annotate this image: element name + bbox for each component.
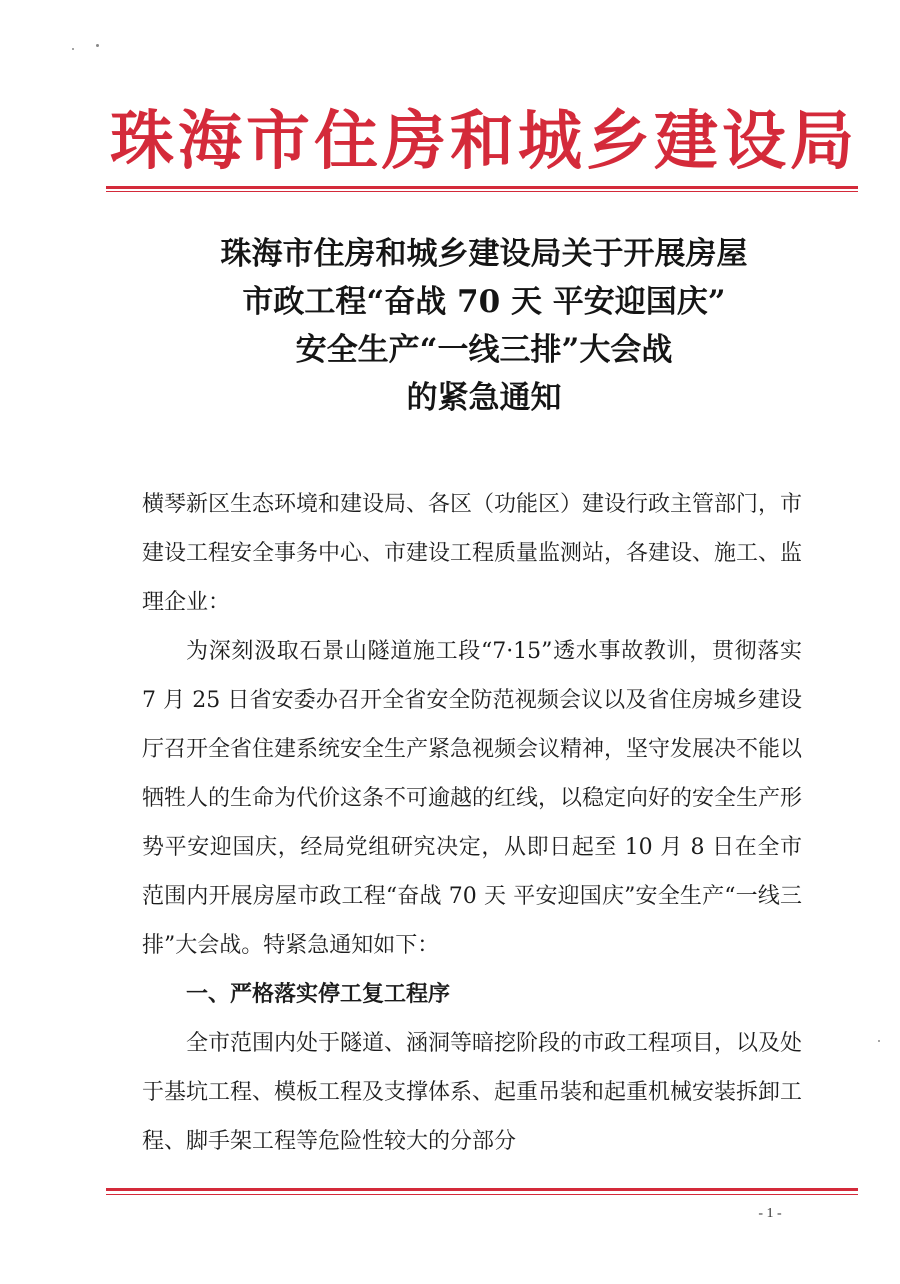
notice-body	[142, 480, 802, 1166]
title-line: 安全生产“一线三排”大会战	[295, 332, 673, 368]
scan-speck	[96, 44, 99, 47]
masthead-title: 珠海市住房和城乡建设局	[110, 104, 858, 179]
title-line: 的紧急通知	[406, 380, 562, 416]
intro-paragraph: 为深刻汲取石景山隧道施工段“7·15”透水事故教训，贯彻落实 7 月 25 日省安委办召开全省安全防范视频会议以及省住房城乡建设厅召开全省住建系统安全生产紧急视频会议精神，坚守发展决不能以牺牲人的生命为代价这条不可逾越的红线，以稳定向好的安全生产形势平安迎国庆，经局党组研究决定，从即日起至 10 月 8 日在全市范围内开展房屋市政工程“奋战 70 天 平安迎国庆”安全生产“一线三排”大会战。特紧急通知如下：	[142, 639, 803, 958]
section-heading: 一、严格落实停工复工程序	[186, 982, 451, 1007]
recipients-paragraph: 横琴新区生态环境和建设局、各区（功能区）建设行政主管部门，市建设工程安全事务中心、市建设工程质量监测站，各建设、施工、监理企业：	[142, 492, 803, 615]
title-line: 市政工程“奋战 70 天 平安迎国庆”	[242, 284, 726, 320]
title-line: 珠海市住房和城乡建设局关于开展房屋	[220, 236, 748, 272]
scan-speck	[72, 48, 74, 50]
footer-rule	[106, 1188, 858, 1191]
masthead-rule-thin	[106, 191, 858, 192]
masthead-rule	[106, 186, 858, 189]
section-paragraph: 全市范围内处于隧道、涵洞等暗挖阶段的市政工程项目，以及处于基坑工程、模板工程及支撑体系、起重吊装和起重机械安装拆卸工程、脚手架工程等危险性较大的分部分	[142, 1031, 803, 1154]
page-number: - 1 -	[758, 1206, 782, 1221]
scan-speck	[878, 1040, 880, 1042]
notice-title	[108, 230, 860, 422]
footer-rule-thin	[106, 1194, 858, 1195]
